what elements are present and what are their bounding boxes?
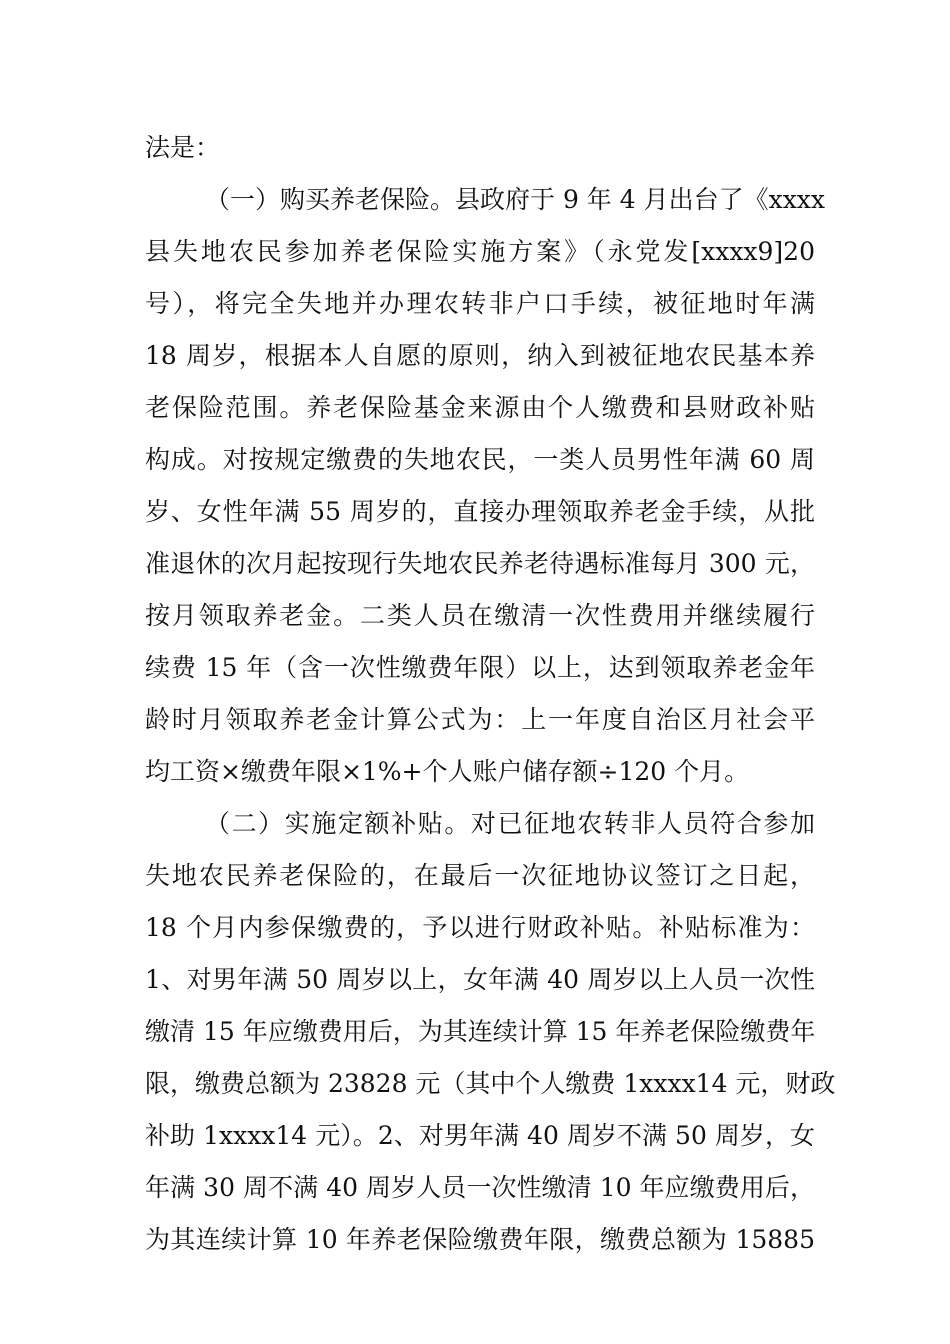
text-line: 构成。对按规定缴费的失地农民，一类人员男性年满 60 周 (145, 445, 815, 474)
text-line: 18 周岁，根据本人自愿的原则，纳入到被征地农民基本养 (145, 341, 815, 370)
text-line: 岁、女性年满 55 周岁的，直接办理领取养老金手续，从批 (145, 497, 815, 526)
text-line: 号），将完全失地并办理农转非户口手续，被征地时年满 (145, 289, 815, 318)
text-line: 准退休的次月起按现行失地农民养老待遇标准每月 300 元， (145, 549, 815, 578)
text-line: 18 个月内参保缴费的，予以进行财政补贴。补贴标准为： (145, 913, 815, 942)
text-line: 龄时月领取养老金计算公式为：上一年度自治区月社会平 (145, 705, 815, 734)
text-line: 缴清 15 年应缴费用后，为其连续计算 15 年养老保险缴费年 (145, 1017, 816, 1046)
text-line: （一）购买养老保险。县政府于 9 年 4 月出台了《xxxx (205, 185, 825, 214)
text-line: 法是： (145, 133, 221, 162)
text-line: 失地农民养老保险的，在最后一次征地协议签订之日起， (145, 861, 815, 890)
text-line: 按月领取养老金。二类人员在缴清一次性费用并继续履行 (145, 601, 815, 630)
text-line: 老保险范围。养老保险基金来源由个人缴费和县财政补贴 (145, 393, 815, 422)
text-line: 年满 30 周不满 40 周岁人员一次性缴清 10 年应缴费用后， (145, 1173, 815, 1202)
text-line: 县失地农民参加养老保险实施方案》（永党发[xxxx9]20 (145, 237, 815, 266)
text-line: 续费 15 年（含一次性缴费年限）以上，达到领取养老金年 (145, 653, 815, 682)
text-line: （二）实施定额补贴。对已征地农转非人员符合参加 (205, 809, 815, 838)
text-line: 为其连续计算 10 年养老保险缴费年限，缴费总额为 15885 (145, 1225, 815, 1254)
text-line: 1、对男年满 50 周岁以上，女年满 40 周岁以上人员一次性 (145, 965, 815, 994)
text-line: 补助 1xxxx14 元）。2、对男年满 40 周岁不满 50 周岁，女 (145, 1121, 815, 1150)
text-line: 均工资×缴费年限×1%+个人账户储存额÷120 个月。 (145, 757, 750, 786)
text-line: 限，缴费总额为 23828 元（其中个人缴费 1xxxx14 元，财政 (145, 1069, 836, 1098)
